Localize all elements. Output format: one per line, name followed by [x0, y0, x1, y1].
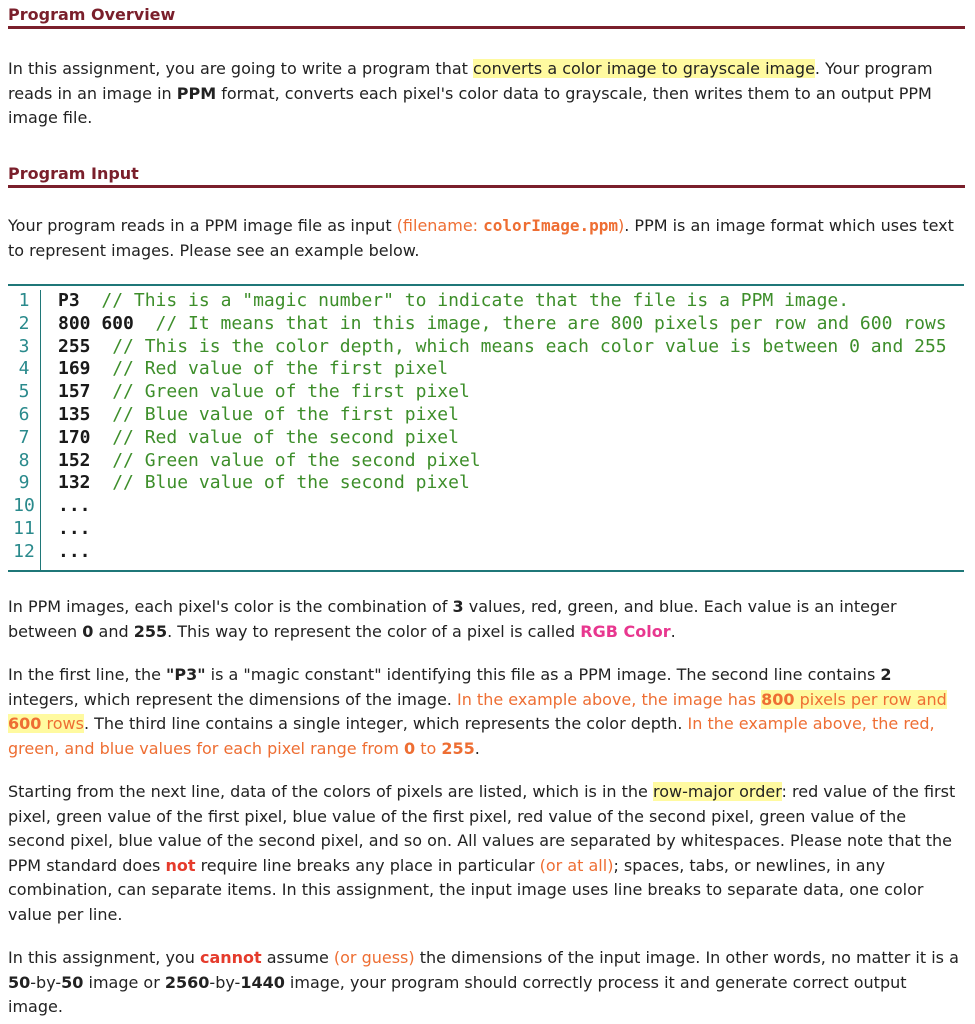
emphasis-not: not — [165, 855, 196, 875]
text-run: Starting from the next line, data of the colors of pixels are listed, which is in the — [8, 782, 653, 801]
code-line — [58, 381, 964, 404]
code-line — [58, 358, 964, 381]
text-run: and — [93, 621, 134, 641]
code-comment: // This is a "magic number" to indicate that the file is a PPM image. — [79, 290, 850, 311]
code-line — [58, 313, 964, 336]
bold-number: 255 — [133, 621, 168, 641]
text-run: require line breaks any place in particular — [195, 855, 540, 875]
overview-section — [8, 0, 965, 131]
code-comment: // It means that in this image, there are 800 pixels per row and 600 rows — [133, 312, 947, 334]
bold-number: 2560 — [164, 972, 210, 992]
code-value: 255 — [58, 335, 91, 357]
emphasis-cannot: cannot — [199, 948, 262, 967]
text-run: values, red, green, and blue. Each value is an integer between — [8, 597, 897, 641]
text-run: is a "magic constant" identifying this file as a PPM image. The second line contains — [205, 665, 881, 684]
bold-number: 0 — [404, 738, 416, 758]
orange-text: In the example above, the image has — [456, 689, 762, 709]
text-run: . The third line contains a single integer, which represents the color depth. — [83, 714, 688, 733]
text-run: In this assignment, you — [8, 948, 200, 967]
bold-number: 0 — [82, 621, 94, 641]
code-value: P3 — [58, 290, 80, 311]
bold-number: 2 — [880, 665, 892, 684]
text-run: image or — [83, 972, 165, 992]
code-line — [58, 495, 964, 518]
text-run: . PPM is an image format which uses text to represent images. Please see an example below. — [8, 216, 954, 260]
code-comment: // Blue value of the first pixel — [90, 403, 459, 425]
code-line — [58, 472, 964, 495]
code-value: 132 — [58, 472, 91, 494]
code-line — [58, 336, 964, 359]
line-number: 4 — [18, 358, 30, 380]
code-line — [58, 404, 964, 427]
input-section — [8, 159, 965, 263]
text-run: . — [474, 738, 480, 758]
line-number: 5 — [18, 381, 30, 403]
text-run: Your program reads in a PPM image file as input — [8, 216, 397, 235]
text-run: integers, which represent the dimensions of the image. — [8, 689, 457, 709]
code-line — [58, 541, 964, 564]
highlight-rows: rows — [41, 714, 84, 733]
code-value: 135 — [58, 403, 91, 425]
code-value: ... — [58, 540, 91, 562]
code-line — [58, 450, 964, 473]
filename-close: ) — [618, 216, 625, 235]
orange-text: (or guess) — [333, 948, 415, 967]
code-comment: // Green value of the second pixel — [90, 449, 481, 471]
code-comment: // Blue value of the second pixel — [90, 472, 470, 494]
line-number: 8 — [18, 449, 30, 471]
row-major-paragraph — [8, 780, 965, 927]
code-comment: // This is the color depth, which means each color value is between 0 and 255 — [90, 335, 947, 357]
line-number: 2 — [18, 312, 30, 334]
bold-number: 255 — [441, 738, 475, 758]
line-number: 7 — [18, 426, 30, 448]
text-run: format, converts each pixel's color data to grayscale, then writes them to an output PPM image file. — [8, 83, 932, 127]
line-number: 6 — [18, 403, 30, 425]
text-run: In PPM images, each pixel's color is the combination of — [8, 597, 453, 616]
code-line — [58, 290, 964, 313]
code-value: ... — [58, 517, 91, 539]
bold-ppm: PPM — [176, 83, 217, 103]
text-run: -by- — [209, 972, 241, 992]
bold-p3: "P3" — [166, 665, 206, 684]
code-comment: // Green value of the first pixel — [90, 381, 470, 403]
filename-label: (filename: — [396, 216, 484, 235]
line-number: 3 — [18, 335, 30, 357]
highlight-600: 600 — [8, 714, 42, 733]
filename-code: colorImage.ppm — [483, 216, 618, 235]
line-number: 9 — [18, 472, 30, 494]
orange-text: to — [415, 738, 442, 758]
bold-number: 50 — [8, 972, 31, 992]
body-paragraphs — [8, 595, 965, 1020]
code-value: ... — [58, 495, 91, 517]
rgb-paragraph — [8, 595, 965, 644]
text-run: : red value of the first pixel, green value of the first pixel, blue value of the first pixel, red value of the second pixel, green value of the second pixel, blue value of the second pixel, and so on. All values are separated by whitespaces. Please note that the PPM standard does — [8, 782, 956, 875]
line-number: 1 — [18, 290, 30, 311]
rgb-color-term: RGB Color — [580, 621, 671, 641]
bold-number: 50 — [61, 972, 84, 992]
code-value: 169 — [58, 358, 91, 380]
line-number: 10 — [13, 495, 35, 517]
code-line — [58, 518, 964, 541]
line-number-gutter — [8, 290, 41, 570]
highlight-row-major: row-major order — [652, 782, 782, 801]
text-run: . — [670, 621, 676, 641]
input-heading: Program Input — [8, 159, 965, 188]
code-lines — [58, 290, 964, 564]
bold-number: 1440 — [240, 972, 285, 992]
code-line — [58, 427, 964, 450]
text-run: In this assignment, you are going to write a program that — [8, 59, 473, 78]
text-run: image, your program should correctly process it and generate correct output image. — [8, 972, 907, 1016]
highlight-grayscale: converts a color image to grayscale image — [473, 59, 815, 78]
orange-text: and — [911, 689, 947, 709]
code-value: 152 — [58, 449, 91, 471]
text-run: assume — [261, 948, 334, 967]
code-value: 170 — [58, 426, 91, 448]
text-run: -by- — [30, 972, 62, 992]
bold-number: 3 — [452, 597, 464, 616]
text-run: In the first line, the — [8, 665, 167, 684]
line-number: 11 — [13, 517, 35, 539]
highlight-800: 800 — [761, 689, 795, 709]
ppm-code-example — [8, 284, 964, 572]
code-comment: // Red value of the first pixel — [90, 358, 449, 380]
code-comment: // Red value of the second pixel — [90, 426, 459, 448]
text-run: ; spaces, tabs, or newlines, in any combination, can separate items. In this assignment, the input image uses line breaks to separate data, one color value per line. — [8, 855, 924, 924]
dimensions-paragraph — [8, 946, 965, 1020]
input-paragraph — [8, 214, 965, 263]
line-number: 12 — [13, 540, 35, 562]
text-run: the dimensions of the input image. In other words, no matter it is a — [414, 948, 959, 967]
orange-text: In the example above, the red, green, and blue values for each pixel range from — [8, 714, 935, 758]
orange-text: (or at all) — [539, 855, 614, 875]
code-value: 800 600 — [58, 312, 134, 334]
p3-paragraph — [8, 663, 965, 761]
highlight-pixels-per-row: pixels per row — [794, 689, 912, 709]
text-run: . This way to represent the color of a pixel is called — [167, 621, 581, 641]
overview-paragraph — [8, 57, 965, 131]
code-value: 157 — [58, 381, 91, 403]
text-run: . Your program reads in an image in — [8, 59, 933, 103]
overview-heading: Program Overview — [8, 0, 965, 29]
